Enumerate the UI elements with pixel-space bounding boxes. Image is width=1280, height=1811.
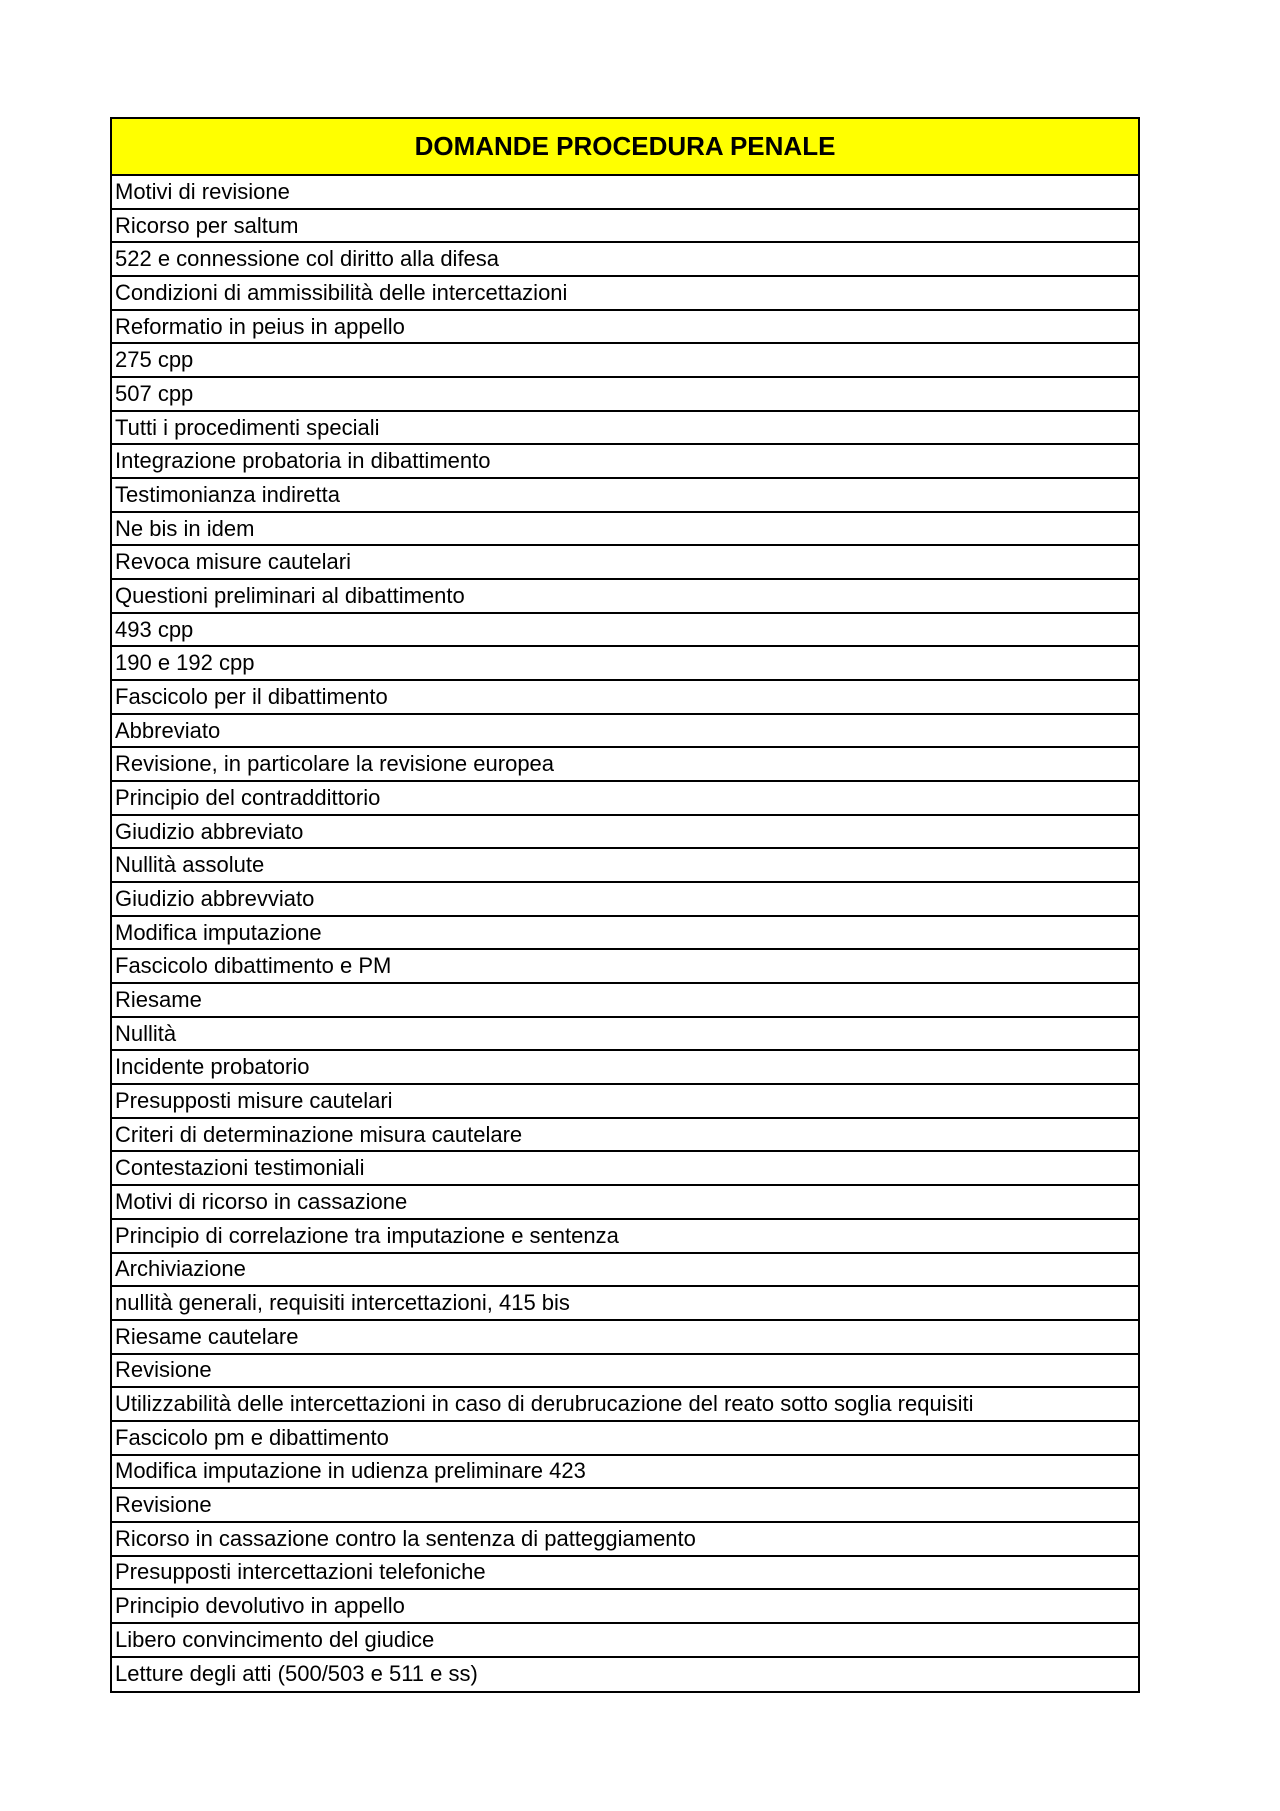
table-row: Ricorso in cassazione contro la sentenza di patteggiamento	[112, 1523, 1138, 1557]
table-row: Revisione	[112, 1355, 1138, 1389]
table-row: Fascicolo per il dibattimento	[112, 681, 1138, 715]
table-row: Condizioni di ammissibilità delle intercettazioni	[112, 277, 1138, 311]
table-row: 522 e connessione col diritto alla difesa	[112, 243, 1138, 277]
table-row: Contestazioni testimoniali	[112, 1152, 1138, 1186]
table-row: Ricorso per saltum	[112, 210, 1138, 244]
table-title: DOMANDE PROCEDURA PENALE	[112, 119, 1138, 176]
table-row: Testimonianza indiretta	[112, 479, 1138, 513]
table-row: nullità generali, requisiti intercettazioni, 415 bis	[112, 1287, 1138, 1321]
table-row: Integrazione probatoria in dibattimento	[112, 445, 1138, 479]
table-row: Revoca misure cautelari	[112, 546, 1138, 580]
table-row: Fascicolo pm e dibattimento	[112, 1422, 1138, 1456]
table-row: Reformatio in peius in appello	[112, 311, 1138, 345]
table-row: Motivi di revisione	[112, 176, 1138, 210]
table-row: 507 cpp	[112, 378, 1138, 412]
table-row: Motivi di ricorso in cassazione	[112, 1186, 1138, 1220]
table-row: 190 e 192 cpp	[112, 647, 1138, 681]
table-row: Fascicolo dibattimento e PM	[112, 950, 1138, 984]
table-row: Revisione	[112, 1489, 1138, 1523]
table-row: Revisione, in particolare la revisione europea	[112, 748, 1138, 782]
table-row: Libero convincimento del giudice	[112, 1624, 1138, 1658]
table-row: 275 cpp	[112, 344, 1138, 378]
table-row: Criteri di determinazione misura cautelare	[112, 1119, 1138, 1153]
table-row: Presupposti intercettazioni telefoniche	[112, 1557, 1138, 1591]
table-row: Principio del contraddittorio	[112, 782, 1138, 816]
table-row: Presupposti misure cautelari	[112, 1085, 1138, 1119]
table-row: Giudizio abbreviato	[112, 816, 1138, 850]
table-row: Riesame cautelare	[112, 1321, 1138, 1355]
table-row: Giudizio abbrevviato	[112, 883, 1138, 917]
table-row: Modifica imputazione	[112, 917, 1138, 951]
table-row: Nullità	[112, 1018, 1138, 1052]
questions-list	[112, 176, 1138, 1691]
table-row: Principio devolutivo in appello	[112, 1590, 1138, 1624]
table-row: 493 cpp	[112, 614, 1138, 648]
table-row: Ne bis in idem	[112, 513, 1138, 547]
table-row: Nullità assolute	[112, 849, 1138, 883]
table-row: Incidente probatorio	[112, 1051, 1138, 1085]
table-row: Modifica imputazione in udienza preliminare 423	[112, 1456, 1138, 1490]
table-row: Letture degli atti (500/503 e 511 e ss)	[115, 1661, 478, 1687]
table-row: Riesame	[112, 984, 1138, 1018]
table-row: Abbreviato	[112, 715, 1138, 749]
questions-table	[110, 117, 1140, 1693]
table-row: Principio di correlazione tra imputazione e sentenza	[112, 1220, 1138, 1254]
table-row: Utilizzabilità delle intercettazioni in caso di derubrucazione del reato sotto soglia requisiti	[112, 1388, 1138, 1422]
table-row: Archiviazione	[112, 1254, 1138, 1288]
table-row: Questioni preliminari al dibattimento	[112, 580, 1138, 614]
table-row: Tutti i procedimenti speciali	[112, 412, 1138, 446]
